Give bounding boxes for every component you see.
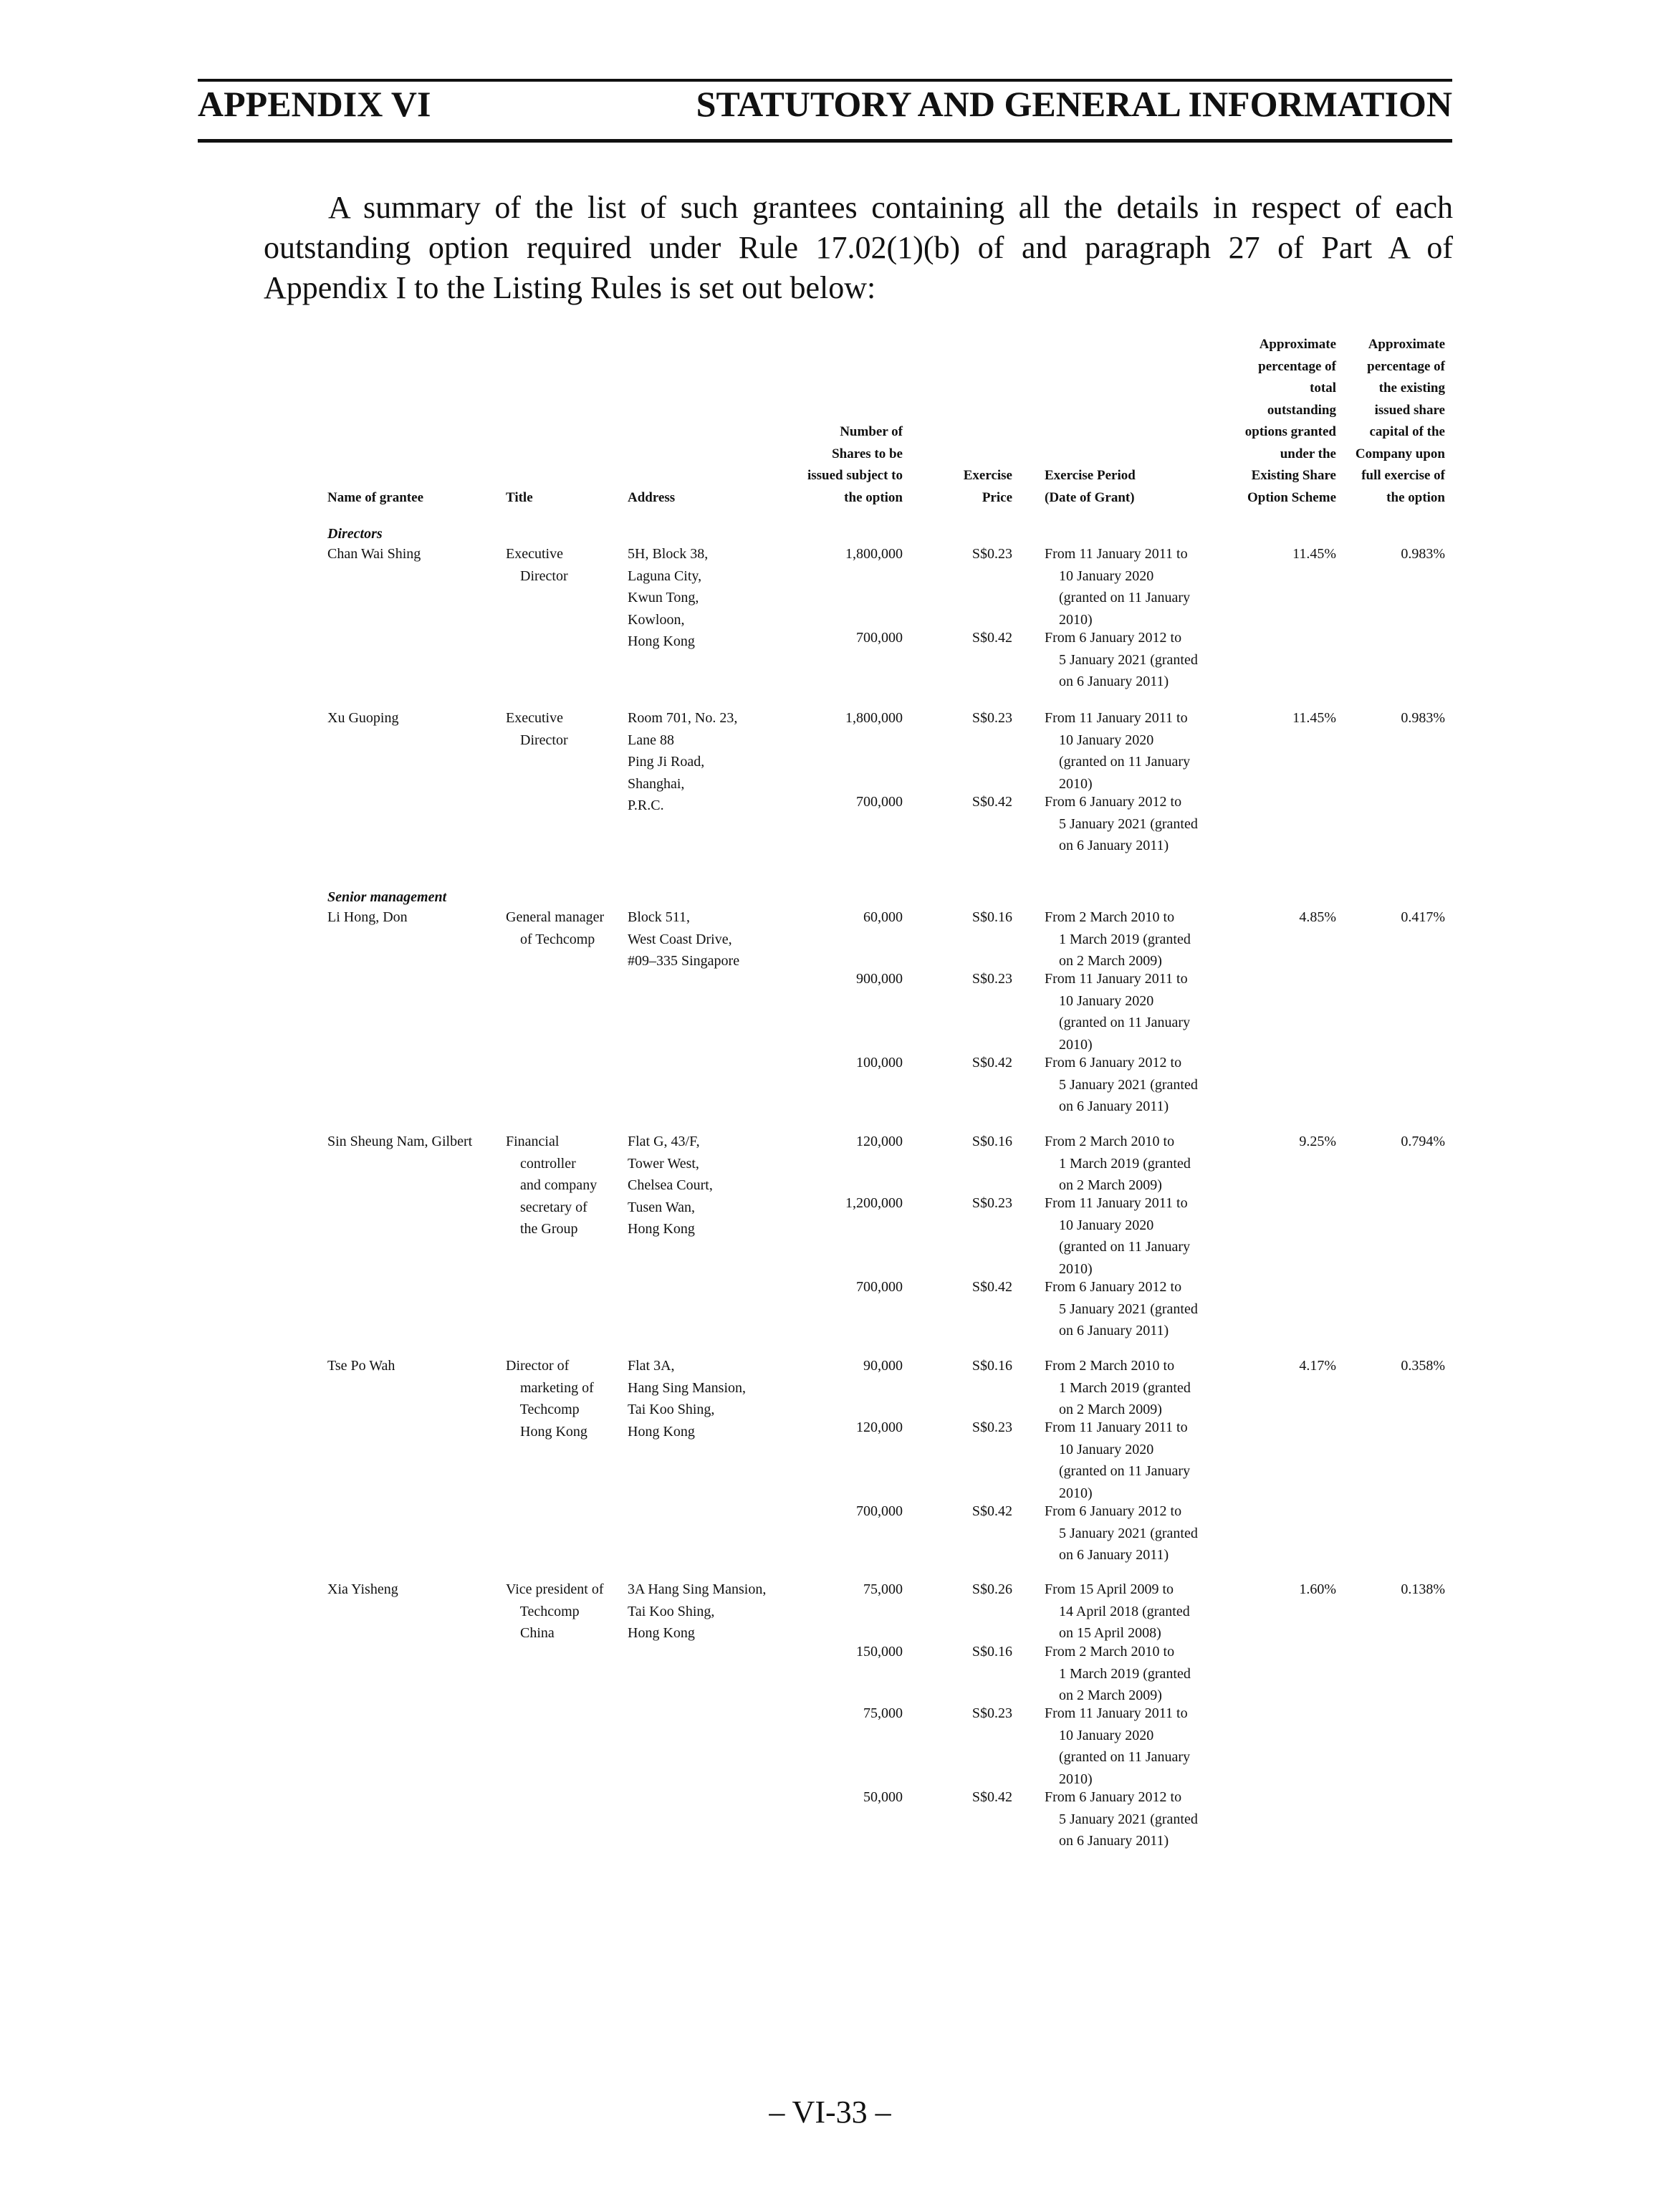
header-pct-capital: Approximate percentage of the existing issued share capital of the Company upon full exercise of the option <box>1355 337 1445 505</box>
option-exercise-price: S$0.23 <box>971 546 1012 562</box>
grantee-name: Tse Po Wah <box>327 1358 395 1374</box>
option-shares: 1,200,000 <box>845 1195 903 1211</box>
option-shares: 75,000 <box>863 1581 903 1597</box>
option-shares: 900,000 <box>856 971 903 987</box>
option-exercise-period: From 2 March 2010 to 1 March 2019 (granted on 2 March 2009) <box>1045 1358 1191 1417</box>
pct-outstanding-options: 4.17% <box>1299 1358 1336 1374</box>
option-shares: 75,000 <box>863 1705 903 1721</box>
option-exercise-price: S$0.42 <box>971 1789 1012 1805</box>
option-exercise-period: From 6 January 2012 to 5 January 2021 (granted on 6 January 2011) <box>1045 1279 1198 1339</box>
option-exercise-price: S$0.16 <box>971 909 1012 925</box>
pct-issued-capital: 0.794% <box>1401 1134 1445 1149</box>
option-shares: 90,000 <box>863 1358 903 1374</box>
option-shares: 700,000 <box>856 1503 903 1519</box>
grantee-address: Block 511, West Coast Drive, #09–335 Singapore <box>628 909 740 969</box>
option-exercise-price: S$0.23 <box>971 971 1012 987</box>
grantee-title: Executive Director <box>506 710 568 748</box>
option-exercise-price: S$0.16 <box>971 1358 1012 1374</box>
header-name: Name of grantee <box>327 489 424 505</box>
option-shares: 1,800,000 <box>845 546 903 562</box>
option-shares: 120,000 <box>856 1134 903 1149</box>
option-exercise-period: From 6 January 2012 to 5 January 2021 (granted on 6 January 2011) <box>1045 1789 1198 1849</box>
grantee-title: Director of marketing of Techcomp Hong Kong <box>506 1358 594 1440</box>
option-exercise-period: From 6 January 2012 to 5 January 2021 (granted on 6 January 2011) <box>1045 1055 1198 1114</box>
option-exercise-period: From 2 March 2010 to 1 March 2019 (granted on 2 March 2009) <box>1045 1644 1191 1703</box>
option-exercise-period: From 6 January 2012 to 5 January 2021 (granted on 6 January 2011) <box>1045 794 1198 853</box>
option-exercise-period: From 11 January 2011 to 10 January 2020 (granted on 11 January 2010) <box>1045 546 1191 628</box>
pct-outstanding-options: 9.25% <box>1299 1134 1336 1149</box>
header-address: Address <box>628 489 676 505</box>
option-exercise-period: From 11 January 2011 to 10 January 2020 (granted on 11 January 2010) <box>1045 1195 1191 1277</box>
option-exercise-price: S$0.42 <box>971 1503 1012 1519</box>
appendix-label: APPENDIX VI <box>198 84 431 124</box>
option-shares: 60,000 <box>863 909 903 925</box>
grantee-title: Financial controller and company secretary of the Group <box>506 1134 598 1237</box>
pct-outstanding-options: 11.45% <box>1292 546 1336 562</box>
header-price: Exercise Price <box>963 468 1012 505</box>
option-exercise-period: From 11 January 2011 to 10 January 2020 (granted on 11 January 2010) <box>1045 710 1191 792</box>
group-label: Senior management <box>327 889 447 905</box>
option-exercise-price: S$0.23 <box>971 710 1012 726</box>
pct-outstanding-options: 4.85% <box>1299 909 1336 925</box>
grantee-name: Chan Wai Shing <box>327 546 421 562</box>
grantee-title: Vice president of Techcomp China <box>506 1581 604 1641</box>
option-exercise-price: S$0.23 <box>971 1195 1012 1211</box>
option-exercise-period: From 2 March 2010 to 1 March 2019 (granted on 2 March 2009) <box>1045 1134 1191 1193</box>
option-shares: 700,000 <box>856 1279 903 1295</box>
grantee-name: Xia Yisheng <box>327 1581 398 1597</box>
option-exercise-price: S$0.42 <box>971 1279 1012 1295</box>
option-exercise-price: S$0.42 <box>971 794 1012 810</box>
option-exercise-price: S$0.42 <box>971 1055 1012 1071</box>
grantee-title: Executive Director <box>506 546 568 584</box>
option-shares: 120,000 <box>856 1419 903 1435</box>
header-period: Exercise Period (Date of Grant) <box>1045 468 1136 505</box>
option-exercise-price: S$0.23 <box>971 1705 1012 1721</box>
grantee-address: 5H, Block 38, Laguna City, Kwun Tong, Kowloon, Hong Kong <box>628 546 709 649</box>
intro-text: A summary of the list of such grantees containing all the details in respect of each outstanding option required under Rule 17.02(1)(b) of and paragraph 27 of Part A of Appendix I to the Listing Rules is set out below: <box>264 190 1453 305</box>
option-exercise-period: From 11 January 2011 to 10 January 2020 (granted on 11 January 2010) <box>1045 971 1191 1053</box>
option-exercise-price: S$0.26 <box>971 1581 1012 1597</box>
option-shares: 1,800,000 <box>845 710 903 726</box>
option-exercise-period: From 15 April 2009 to 14 April 2018 (granted on 15 April 2008) <box>1045 1581 1190 1641</box>
option-shares: 700,000 <box>856 630 903 646</box>
option-exercise-period: From 11 January 2011 to 10 January 2020 (granted on 11 January 2010) <box>1045 1419 1191 1501</box>
header-shares: Number of Shares to be issued subject to the option <box>807 424 903 505</box>
pct-issued-capital: 0.417% <box>1401 909 1445 925</box>
option-shares: 100,000 <box>856 1055 903 1071</box>
option-exercise-period: From 2 March 2010 to 1 March 2019 (granted on 2 March 2009) <box>1045 909 1191 969</box>
pct-issued-capital: 0.983% <box>1401 546 1445 562</box>
grantee-title: General manager of Techcomp <box>506 909 605 947</box>
option-exercise-price: S$0.42 <box>971 630 1012 646</box>
grantee-name: Xu Guoping <box>327 710 399 726</box>
pct-issued-capital: 0.358% <box>1401 1358 1445 1374</box>
pct-issued-capital: 0.983% <box>1401 710 1445 726</box>
grantee-name: Li Hong, Don <box>327 909 408 925</box>
pct-issued-capital: 0.138% <box>1401 1581 1445 1597</box>
section-title: STATUTORY AND GENERAL INFORMATION <box>696 84 1452 124</box>
option-shares: 50,000 <box>863 1789 903 1805</box>
header-pct-options: Approximate percentage of total outstanding options granted under the Existing Share Option Scheme <box>1244 337 1336 505</box>
option-exercise-price: S$0.23 <box>971 1419 1012 1435</box>
grantee-address: Room 701, No. 23, Lane 88 Ping Ji Road, Shanghai, P.R.C. <box>628 710 738 813</box>
option-exercise-price: S$0.16 <box>971 1134 1012 1149</box>
grantee-address: 3A Hang Sing Mansion, Tai Koo Shing, Hong Kong <box>628 1581 767 1641</box>
group-label: Directors <box>327 526 383 542</box>
option-shares: 700,000 <box>856 794 903 810</box>
grantee-address: Flat G, 43/F, Tower West, Chelsea Court, Tusen Wan, Hong Kong <box>628 1134 713 1237</box>
option-shares: 150,000 <box>856 1644 903 1660</box>
grantee-address: Flat 3A, Hang Sing Mansion, Tai Koo Shing, Hong Kong <box>628 1358 746 1440</box>
header-title: Title <box>506 489 533 505</box>
pct-outstanding-options: 1.60% <box>1299 1581 1336 1597</box>
page-number: – VI-33 – <box>769 2094 891 2130</box>
grantee-name: Sin Sheung Nam, Gilbert <box>327 1134 473 1149</box>
option-exercise-period: From 6 January 2012 to 5 January 2021 (granted on 6 January 2011) <box>1045 1503 1198 1563</box>
option-exercise-price: S$0.16 <box>971 1644 1012 1660</box>
pct-outstanding-options: 11.45% <box>1292 710 1336 726</box>
option-exercise-period: From 6 January 2012 to 5 January 2021 (granted on 6 January 2011) <box>1045 630 1198 689</box>
option-exercise-period: From 11 January 2011 to 10 January 2020 (granted on 11 January 2010) <box>1045 1705 1191 1787</box>
